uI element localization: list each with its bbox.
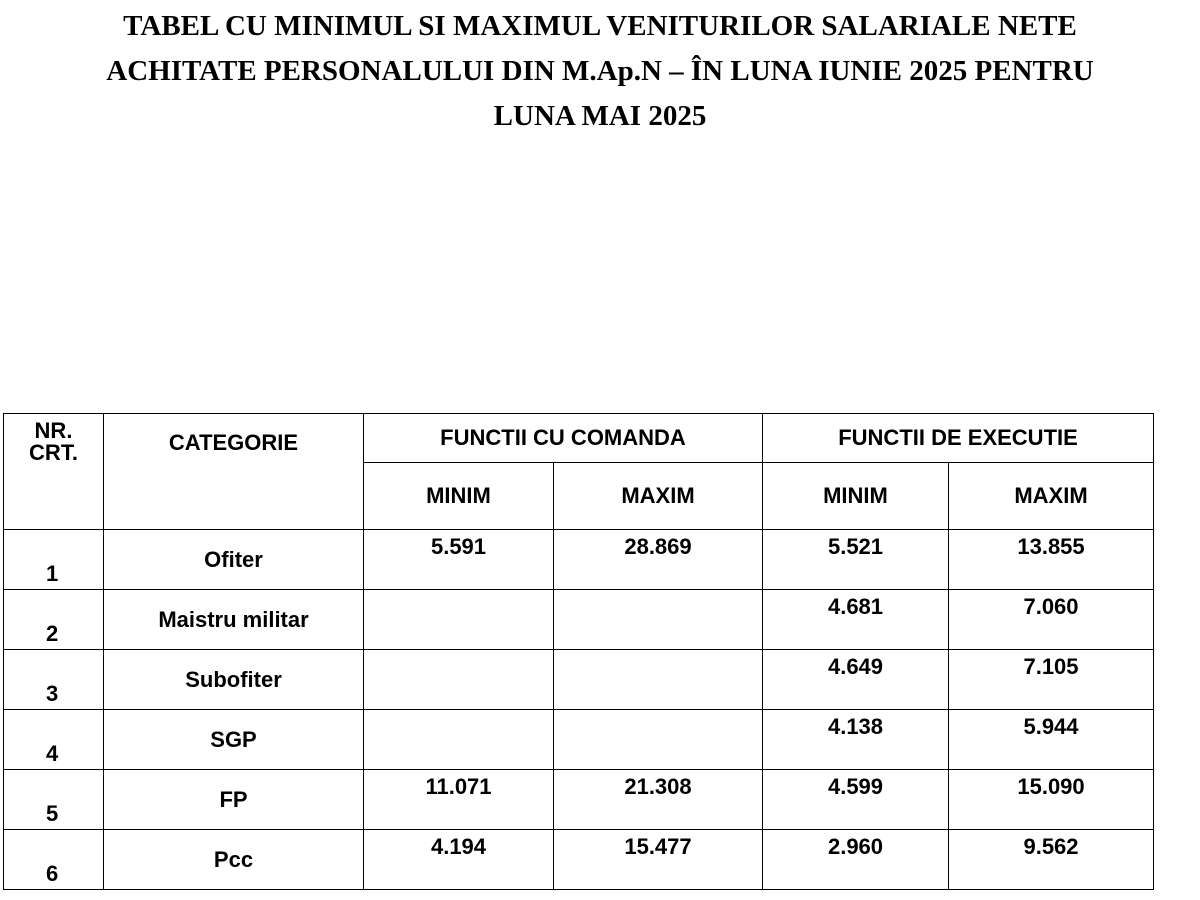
cell-comanda-maxim: 21.308: [554, 770, 763, 830]
cell-nr: 1: [4, 530, 104, 590]
cell-executie-maxim: 13.855: [949, 530, 1154, 590]
cell-nr: 6: [4, 830, 104, 890]
cell-comanda-maxim: [554, 710, 763, 770]
table-row: [4, 830, 1154, 890]
cell-categorie: Subofiter: [104, 650, 364, 710]
header-categorie: CATEGORIE: [104, 414, 364, 530]
cell-comanda-maxim: [554, 650, 763, 710]
cell-comanda-minim: [364, 650, 554, 710]
cell-categorie: FP: [104, 770, 364, 830]
table-row: [4, 710, 1154, 770]
header-nr-line2: CRT.: [29, 440, 78, 465]
table-row: [4, 590, 1154, 650]
cell-categorie: Pcc: [104, 830, 364, 890]
header-executie-minim: MINIM: [763, 463, 949, 530]
cell-executie-maxim: 7.060: [949, 590, 1154, 650]
cell-comanda-maxim: [554, 590, 763, 650]
cell-executie-maxim: 15.090: [949, 770, 1154, 830]
cell-categorie: Maistru militar: [104, 590, 364, 650]
header-functii-executie: FUNCTII DE EXECUTIE: [763, 414, 1154, 463]
header-functii-comanda: FUNCTII CU COMANDA: [364, 414, 763, 463]
header-comanda-minim: MINIM: [364, 463, 554, 530]
cell-executie-minim: 4.649: [763, 650, 949, 710]
cell-executie-minim: 2.960: [763, 830, 949, 890]
cell-comanda-minim: [364, 710, 554, 770]
cell-nr: 3: [4, 650, 104, 710]
table-row: [4, 530, 1154, 590]
cell-comanda-maxim: 15.477: [554, 830, 763, 890]
cell-executie-maxim: 5.944: [949, 710, 1154, 770]
cell-comanda-minim: [364, 590, 554, 650]
table-row: [4, 770, 1154, 830]
table-row: [4, 650, 1154, 710]
page-title: [20, 4, 1180, 139]
cell-categorie: Ofiter: [104, 530, 364, 590]
header-executie-maxim: MAXIM: [949, 463, 1154, 530]
cell-executie-minim: 5.521: [763, 530, 949, 590]
cell-executie-maxim: 9.562: [949, 830, 1154, 890]
header-nr-crt: [4, 414, 104, 530]
cell-comanda-maxim: 28.869: [554, 530, 763, 590]
cell-comanda-minim: 11.071: [364, 770, 554, 830]
cell-nr: 2: [4, 590, 104, 650]
cell-categorie: SGP: [104, 710, 364, 770]
title-line-1: TABEL CU MINIMUL SI MAXIMUL VENITURILOR SALARIALE NETE: [123, 10, 1077, 42]
cell-executie-minim: 4.138: [763, 710, 949, 770]
cell-executie-minim: 4.599: [763, 770, 949, 830]
salary-table: [3, 413, 1154, 890]
cell-comanda-minim: 5.591: [364, 530, 554, 590]
cell-nr: 5: [4, 770, 104, 830]
header-row-1: [4, 414, 1154, 463]
cell-executie-maxim: 7.105: [949, 650, 1154, 710]
cell-executie-minim: 4.681: [763, 590, 949, 650]
title-line-3: LUNA MAI 2025: [493, 100, 707, 132]
cell-nr: 4: [4, 710, 104, 770]
title-line-2: ACHITATE PERSONALULUI DIN M.Ap.N – ÎN LUNA IUNIE 2025 PENTRU: [106, 55, 1094, 87]
header-comanda-maxim: MAXIM: [554, 463, 763, 530]
header-nr-line1: NR.: [34, 418, 73, 443]
cell-comanda-minim: 4.194: [364, 830, 554, 890]
